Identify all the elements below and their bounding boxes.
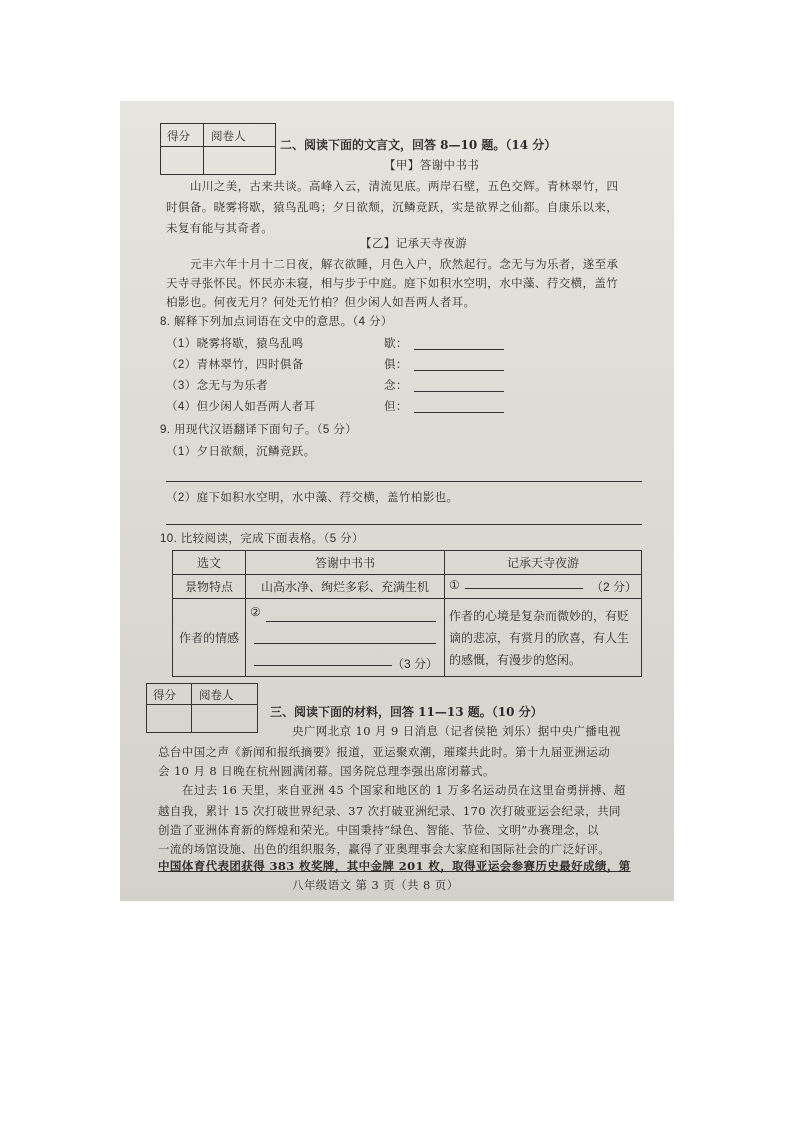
- q10-title: 10. 比较阅读，完成下面表格。（5 分）: [160, 533, 364, 545]
- q8-answer-field[interactable]: [414, 370, 504, 371]
- table-row-label: 景物特点: [173, 575, 246, 599]
- table-cell-line: 作者的心境是复杂而微妙的，有贬: [449, 608, 630, 623]
- exam-page-photo: [120, 101, 674, 901]
- score-label: 得分: [153, 688, 176, 702]
- text-a-line: 未复有能与其奇者。: [166, 221, 274, 235]
- section2-title: 二、阅读下面的文言文，回答 8—10 题。（14 分）: [280, 138, 557, 152]
- text-a-line: 时俱备。晓雾将歇，猿鸟乱鸣；夕日欲颓，沉鳞竞跃，实是欲界之仙都。自康乐以来，: [166, 200, 619, 214]
- q8-title: 8. 解释下列加点词语在文中的意思。（4 分）: [160, 316, 393, 328]
- q9-answer-line[interactable]: [166, 524, 642, 525]
- table-row-label: 作者的情感: [173, 599, 246, 677]
- table-cell-line: 谪的悲凉，有赏月的欣喜，有人生: [449, 630, 630, 645]
- section3-line: 中国体育代表团获得 383 枚奖牌，其中金牌 201 枚，取得亚运会参赛历史最好成绩，第: [158, 859, 631, 873]
- q8-word-label: 歇：: [384, 338, 408, 350]
- score-label: 得分: [167, 129, 190, 143]
- table-header: 答谢中书书: [246, 551, 445, 575]
- text-b-line: 天寺寻张怀民。怀民亦未寝，相与步于中庭。庭下如积水空明，水中藻、荇交横，盖竹: [166, 276, 619, 290]
- table-answer-cell[interactable]: [445, 575, 642, 599]
- q9-answer-line[interactable]: [166, 481, 642, 482]
- comparison-table: [172, 550, 642, 677]
- section3-line: 创造了亚洲体育新的辉煌和荣光。中国秉持“绿色、智能、节俭、文明”办赛理念，以: [158, 823, 599, 837]
- section3-title: 三、阅读下面的材料，回答 11—13 题。（10 分）: [270, 705, 543, 719]
- table-header: 记承天寺夜游: [445, 551, 642, 575]
- text-b-line: 元丰六年十月十二日夜，解衣欲睡，月色入户，欣然起行。念无与为乐者，遂至承: [190, 257, 619, 271]
- q9-title: 9. 用现代汉语翻译下面句子。（5 分）: [160, 424, 358, 436]
- q9-item: （2）庭下如积水空明，水中藻、荇交横，盖竹柏影也。: [166, 492, 459, 504]
- q8-answer-field[interactable]: [414, 349, 504, 350]
- q8-item: （4）但少闲人如吾两人者耳: [166, 401, 316, 413]
- score-box: [160, 123, 276, 175]
- table-answer-cell[interactable]: [246, 599, 445, 677]
- q8-item: （3）念无与为乐者: [166, 380, 268, 392]
- grader-label: 阅卷人: [211, 129, 246, 143]
- section3-line: 在过去 16 天里，来自亚洲 45 个国家和地区的 1 万多名运动员在这里奋勇拼搏、超: [182, 783, 626, 797]
- text-a-line: 山川之美，古来共谈。高峰入云，清流见底。两岸石壁，五色交辉。青林翠竹，四: [190, 179, 619, 193]
- q8-word-label: 俱：: [384, 359, 408, 371]
- score-note: （3 分）: [391, 657, 438, 671]
- table-cell: [445, 599, 642, 677]
- table-header: 选文: [173, 551, 246, 575]
- answer-mark: ①: [449, 578, 460, 592]
- section3-line: 央广网北京 10 月 9 日消息（记者侯艳 刘乐）据中央广播电视: [292, 724, 622, 738]
- q8-word-label: 但：: [384, 401, 408, 413]
- grader-label: 阅卷人: [199, 688, 234, 702]
- score-box: [146, 683, 258, 733]
- text-b-line: 柏影也。何夜无月？何处无竹柏？但少闲人如吾两人者耳。: [166, 295, 476, 309]
- text-a-title: 【甲】答谢中书书: [384, 158, 480, 172]
- page-footer: 八年级语文 第 3 页（共 8 页）: [292, 878, 459, 892]
- section3-line: 一流的场馆设施、出色的组织服务，赢得了亚奥理事会大家庭和国际社会的广泛好评。: [158, 842, 611, 856]
- q8-word-label: 念：: [384, 380, 408, 392]
- score-note: （2 分）: [590, 580, 637, 594]
- answer-mark: ②: [250, 605, 261, 619]
- section3-line: 总台中国之声《新闻和报纸摘要》报道，亚运聚欢潮，璀璨共此时。第十九届亚洲运动: [158, 745, 611, 759]
- table-cell-line: 的感慨，有漫步的悠闲。: [449, 652, 582, 667]
- table-cell: 山高水净、绚烂多彩、充满生机: [246, 575, 445, 599]
- q8-answer-field[interactable]: [414, 412, 504, 413]
- q8-answer-field[interactable]: [414, 391, 504, 392]
- q8-item: （2）青林翠竹，四时俱备: [166, 359, 304, 371]
- q9-item: （1）夕日欲颓，沉鳞竞跃。: [166, 446, 316, 458]
- section3-line: 越自我，累计 15 次打破世界纪录、37 次打破亚洲纪录、170 次打破亚运会纪录，共同: [158, 804, 621, 818]
- text-b-title: 【乙】记承天寺夜游: [360, 236, 468, 250]
- q8-item: （1）晓雾将歇，猿鸟乱鸣: [166, 338, 304, 350]
- section3-line: 会 10 月 8 日晚在杭州圆满闭幕。国务院总理李强出席闭幕式。: [158, 764, 495, 778]
